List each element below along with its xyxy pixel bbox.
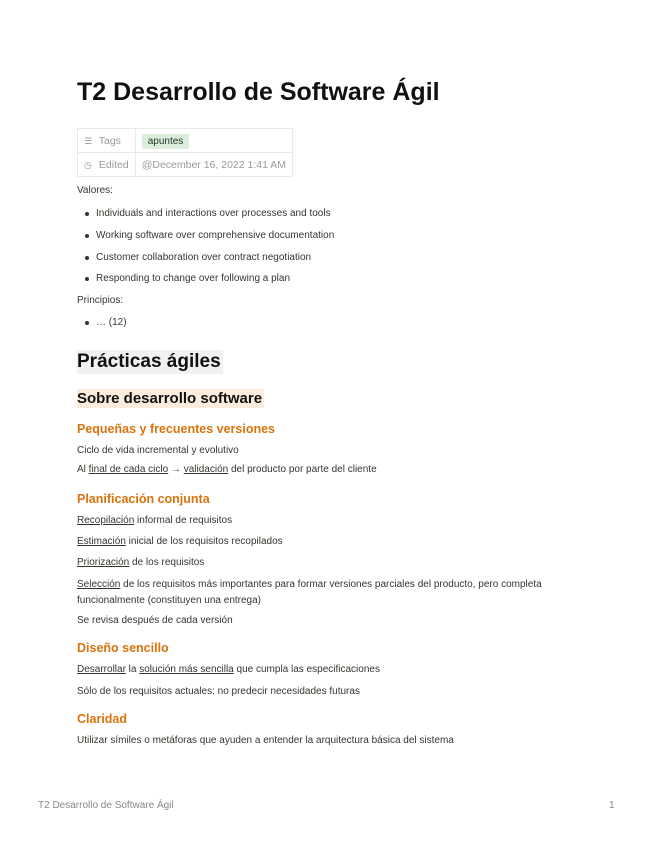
paragraph	[77, 577, 572, 609]
paragraph: Ciclo de vida incremental y evolutivo	[77, 445, 239, 456]
text-span: Al	[77, 464, 89, 475]
paragraph: Utilizar símiles o metáforas que ayuden a entender la arquitectura básica del sistema	[77, 735, 454, 746]
valores-label: Valores:	[77, 185, 113, 196]
property-key-edited	[78, 153, 136, 177]
property-value-tags	[135, 129, 292, 153]
properties-table	[77, 128, 293, 177]
underlined-text: Priorización	[77, 557, 130, 568]
bullet-icon	[85, 277, 89, 281]
text-span: del producto por parte del cliente	[228, 464, 377, 475]
heading-sobre-desarrollo: Sobre desarrollo software	[77, 390, 263, 407]
underlined-text: final de cada ciclo	[88, 464, 169, 475]
paragraph	[77, 663, 380, 677]
text-span: la	[125, 664, 140, 675]
property-row-edited	[78, 153, 293, 177]
list-icon: ☰	[84, 135, 93, 146]
principios-label: Principios:	[77, 295, 124, 306]
property-row-tags	[78, 129, 293, 153]
clock-icon: ◷	[84, 159, 92, 170]
heading-pequenas-versiones: Pequeñas y frecuentes versiones	[77, 422, 276, 436]
tags-label: Tags	[98, 134, 121, 147]
paragraph	[77, 556, 204, 570]
footer-doc-title: T2 Desarrollo de Software Ágil	[38, 800, 174, 811]
paragraph	[77, 535, 283, 549]
list-item-text: Individuals and interactions over processes and tools	[96, 208, 331, 219]
text-span: informal de requisitos	[134, 515, 233, 526]
tag-badge[interactable]: apuntes	[142, 134, 190, 149]
paragraph	[77, 514, 232, 528]
bullet-icon	[85, 234, 89, 238]
bullet-icon	[85, 256, 89, 260]
page-title: T2 Desarrollo de Software Ágil	[77, 78, 440, 106]
underlined-text: Desarrollar	[77, 664, 126, 675]
underlined-text: Estimación	[77, 536, 126, 547]
list-item-text: Responding to change over following a plan	[96, 273, 291, 284]
text-span: que cumpla las especificaciones	[233, 664, 380, 675]
underlined-text: solución más sencilla	[139, 664, 234, 675]
list-item-text: Customer collaboration over contract negotiation	[96, 252, 312, 263]
arrow-text: →	[168, 464, 184, 475]
edited-label: Edited	[98, 158, 129, 171]
text-span: de los requisitos más importantes para formar versiones parciales del producto, pero completa funcionalmente (constituyen una entrega)	[77, 579, 542, 606]
list-item-text: … (12)	[96, 317, 127, 328]
footer-page-number: 1	[609, 800, 615, 811]
heading-diseno-sencillo: Diseño sencillo	[77, 641, 169, 655]
bullet-icon	[85, 212, 89, 216]
heading-planificacion: Planificación conjunta	[77, 492, 210, 506]
underlined-text: Selección	[77, 579, 121, 590]
underlined-text: validación	[183, 464, 229, 475]
heading-practicas: Prácticas ágiles	[77, 351, 221, 372]
paragraph	[77, 463, 377, 477]
paragraph: Sólo de los requisitos actuales: no predecir necesidades futuras	[77, 686, 360, 697]
paragraph: Se revisa después de cada versión	[77, 615, 233, 626]
bullet-icon	[85, 321, 89, 325]
text-span: inicial de los requisitos recopilados	[125, 536, 283, 547]
list-item-text: Working software over comprehensive documentation	[96, 230, 335, 241]
edited-date: @December 16, 2022 1:41 AM	[141, 158, 287, 171]
heading-claridad: Claridad	[77, 712, 128, 726]
text-span: de los requisitos	[129, 557, 205, 568]
underlined-text: Recopilación	[77, 515, 135, 526]
property-value-edited	[135, 153, 292, 177]
property-key-tags	[78, 129, 136, 153]
